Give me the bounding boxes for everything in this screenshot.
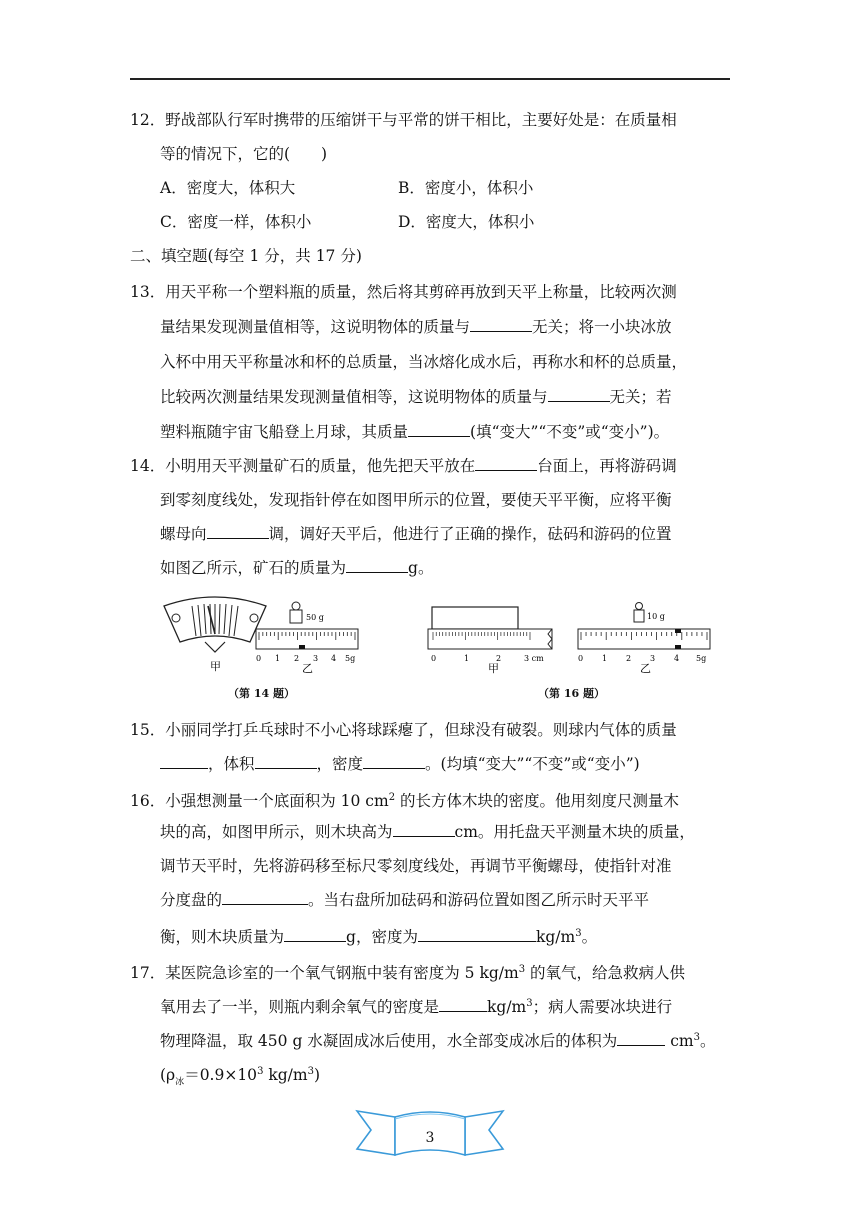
balance-dial-diagram — [164, 597, 266, 652]
q12-line1: 12．野战部队行军时携带的压缩饼干与平常的饼干相比，主要好处是：在质量相 — [130, 111, 677, 129]
answer-blank[interactable] — [439, 997, 487, 1012]
tick-label: 1 — [275, 654, 281, 663]
answer-blank[interactable] — [418, 927, 536, 942]
fig16-weight-icon — [634, 603, 644, 623]
tick-label: 5g — [696, 654, 707, 663]
tick-label: 0 — [256, 654, 262, 663]
fig16-label-jia: 甲 — [488, 662, 499, 675]
fig16-rider-top — [675, 629, 681, 633]
fig14-weight-icon — [290, 602, 302, 623]
q12-option-b: B．密度小，体积小 — [398, 179, 534, 197]
tick-label: 3 — [313, 654, 319, 663]
q15-line1: 15．小丽同学打乒乓球时不小心将球踩瘪了，但球没有破裂。则球内气体的质量 — [130, 721, 677, 739]
q14-line3: 螺母向 调，调好天平后，他进行了正确的操作，砝码和游码的位置 — [160, 525, 672, 543]
q13-line3: 入杯中用天平称量冰和杯的总质量，当冰熔化成水后，再称水和杯的总质量， — [160, 353, 688, 371]
q14-line1: 14．小明用天平测量矿石的质量，他先把天平放在 台面上，再将游码调 — [130, 457, 677, 475]
q12-line2: 等的情况下，它的( ) — [160, 145, 328, 163]
q17-line3: 物理降温，取 450 g 水凝固成冰后使用，水全部变成冰后的体积为 $cm^3$。 — [160, 1032, 716, 1051]
answer-blank[interactable] — [548, 387, 610, 402]
answer-blank[interactable] — [255, 754, 317, 769]
fig16-rider-scale — [578, 629, 710, 649]
tick-label: 2 — [626, 654, 632, 663]
section-heading: 二、填空题(每空 1 分，共 17 分) — [130, 247, 362, 265]
answer-blank[interactable] — [470, 317, 532, 332]
q16-line1: 16．小强想测量一个底面积为 10 $cm^2$ 的长方体木块的密度。他用刻度尺测量木 — [130, 792, 679, 811]
answer-blank[interactable] — [222, 890, 308, 905]
q12-option-a: A．密度大，体积大 — [160, 179, 296, 197]
answer-blank[interactable] — [207, 524, 269, 539]
q16-line4: 分度盘的 。当右盘所加砝码和游码位置如图乙所示时天平平 — [160, 891, 650, 909]
tick-label: 4 — [331, 654, 337, 663]
q17-line1: 17．某医院急诊室的一个氧气钢瓶中装有密度为 5 $kg/m^3$ 的氧气，给急救病人供 — [130, 964, 685, 983]
header-rule — [130, 78, 730, 80]
tick-label: 5g — [345, 654, 356, 663]
fig16-weight-label: 10 g — [647, 612, 665, 621]
tick-label: 2 — [294, 654, 300, 663]
q12-option-d: D．密度大，体积小 — [398, 213, 535, 231]
fig16-label-yi: 乙 — [640, 662, 651, 675]
answer-blank[interactable] — [363, 754, 425, 769]
tick-label: 2 — [496, 654, 502, 663]
tick-label: 1 — [602, 654, 608, 663]
q13-line1: 13．用天平称一个塑料瓶的质量，然后将其剪碎再放到天平上称量，比较两次测 — [130, 283, 677, 301]
q17-line4: ($\rho_冰=0.9\times 10^3$ $kg/m^3$) — [160, 1066, 321, 1088]
answer-blank[interactable] — [408, 422, 470, 437]
page-number: 3 — [425, 1130, 435, 1146]
answer-blank[interactable] — [346, 558, 408, 573]
answer-blank[interactable] — [284, 927, 346, 942]
q12-option-c: C．密度一样，体积小 — [160, 213, 312, 231]
tick-label: 0 — [431, 654, 437, 663]
q15-line2: ，体积 ，密度 。(均填“变大”“不变”或“变小”) — [160, 754, 640, 774]
q16-line2: 块的高，如图甲所示，则木块高为 cm。用托盘天平测量木块的质量， — [160, 823, 695, 841]
tick-label: 0 — [578, 654, 584, 663]
q16-line5: 衡，则木块质量为 g，密度为 $kg/m^3$。 — [160, 928, 598, 947]
tick-label: 3 — [650, 654, 656, 663]
q14-line4: 如图乙所示，矿石的质量为 g。 — [160, 559, 434, 577]
fig16-wood-block — [432, 607, 518, 629]
q16-line3: 调节天平时，先将游码移至标尺零刻度线处，再调节平衡螺母，使指针对准 — [160, 857, 672, 875]
fig14-caption: （第 14 题） — [228, 687, 295, 700]
answer-blank[interactable] — [160, 754, 208, 769]
q13-line5: 塑料瓶随宇宙飞船登上月球，其质量 (填“变大”“不变”或“变小”)。 — [160, 423, 670, 441]
fig16-rider-bottom — [675, 645, 681, 649]
q13-line2: 量结果发现测量值相等，这说明物体的质量与 无关；将一小块冰放 — [160, 318, 672, 336]
fig16-ruler — [428, 629, 552, 649]
q17-line2: 氧用去了一半，则瓶内剩余氧气的密度是 $kg/m^3$；病人需要冰块进行 — [160, 998, 673, 1017]
fig14-label-jia: 甲 — [210, 660, 221, 673]
fig16-caption: （第 16 题） — [538, 687, 605, 700]
tick-label: 4 — [674, 654, 680, 663]
tick-label: 3 cm — [524, 654, 544, 663]
fig14-rider — [299, 645, 305, 649]
tick-label: 1 — [464, 654, 470, 663]
answer-blank[interactable] — [617, 1031, 665, 1046]
q14-line2: 到零刻度线处，发现指针停在如图甲所示的位置，要使天平平衡，应将平衡 — [160, 491, 672, 509]
answer-blank[interactable] — [393, 822, 455, 837]
fig14-label-yi: 乙 — [302, 662, 313, 675]
answer-blank[interactable] — [475, 456, 537, 471]
fig14-weight-label: 50 g — [306, 613, 324, 622]
fig14-rider-scale — [256, 629, 358, 649]
q13-line4: 比较两次测量结果发现测量值相等，这说明物体的质量与 无关；若 — [160, 388, 672, 406]
